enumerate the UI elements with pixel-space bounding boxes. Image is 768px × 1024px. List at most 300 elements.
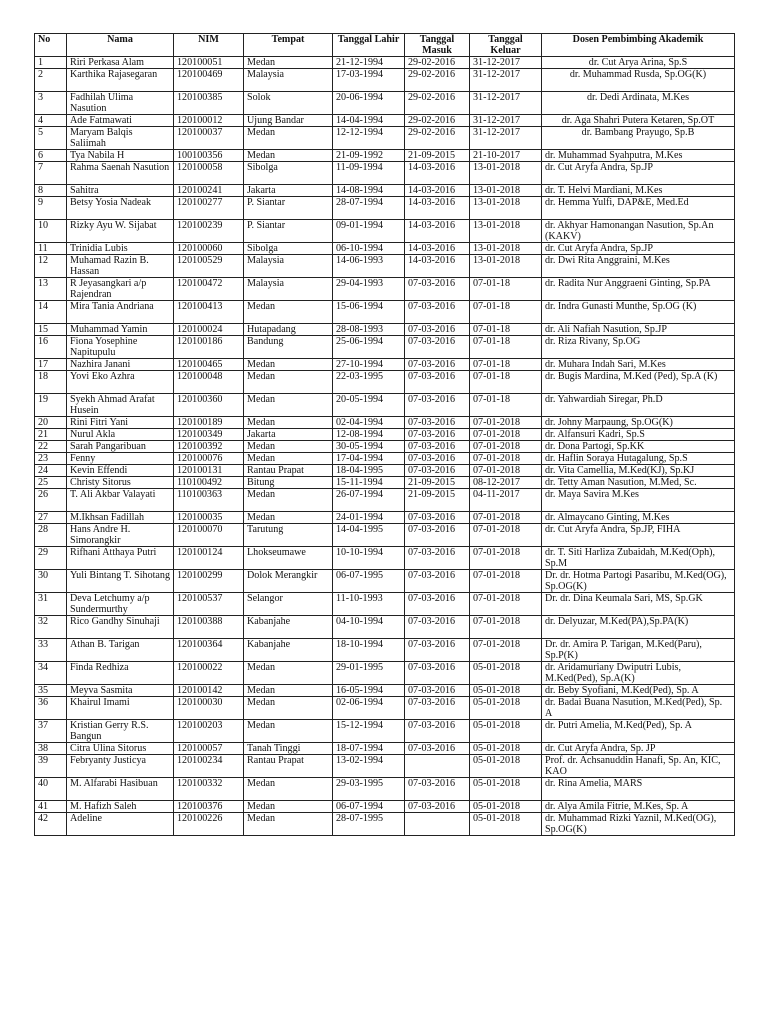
cell-tanggal-masuk: 14-03-2016 bbox=[405, 185, 470, 197]
cell-nama: Kevin Effendi bbox=[67, 465, 174, 477]
cell-tanggal-keluar: 07-01-2018 bbox=[470, 524, 542, 547]
cell-dosen: dr. Cut Arya Arina, Sp.S bbox=[542, 57, 735, 69]
cell-nim: 120100537 bbox=[174, 593, 244, 616]
cell-tempat: Medan bbox=[244, 441, 333, 453]
cell-dosen: dr. Bambang Prayugo, Sp.B bbox=[542, 127, 735, 150]
cell-tanggal-masuk: 29-02-2016 bbox=[405, 69, 470, 92]
cell-no: 17 bbox=[35, 359, 67, 371]
cell-nama: Athan B. Tarigan bbox=[67, 639, 174, 662]
cell-nim: 120100048 bbox=[174, 371, 244, 394]
cell-tanggal-masuk: 07-03-2016 bbox=[405, 465, 470, 477]
cell-nim: 120100469 bbox=[174, 69, 244, 92]
cell-nama: Yuli Bintang T. Sihotang bbox=[67, 570, 174, 593]
cell-tanggal-keluar: 31-12-2017 bbox=[470, 127, 542, 150]
cell-nama: Fenny bbox=[67, 453, 174, 465]
cell-tanggal-masuk: 07-03-2016 bbox=[405, 453, 470, 465]
cell-tempat: Medan bbox=[244, 813, 333, 836]
cell-dosen: dr. Cut Aryfa Andra, Sp. JP bbox=[542, 743, 735, 755]
cell-tanggal-lahir: 20-06-1994 bbox=[333, 92, 405, 115]
cell-nama: Nurul Akla bbox=[67, 429, 174, 441]
cell-nim: 120100131 bbox=[174, 465, 244, 477]
cell-tanggal-lahir: 14-04-1995 bbox=[333, 524, 405, 547]
cell-tanggal-keluar: 07-01-2018 bbox=[470, 570, 542, 593]
cell-tanggal-lahir: 20-05-1994 bbox=[333, 394, 405, 417]
cell-tempat: Medan bbox=[244, 489, 333, 512]
cell-no: 8 bbox=[35, 185, 67, 197]
cell-nim: 120100349 bbox=[174, 429, 244, 441]
table-row bbox=[35, 115, 735, 127]
cell-tanggal-masuk: 21-09-2015 bbox=[405, 489, 470, 512]
cell-tanggal-masuk: 07-03-2016 bbox=[405, 336, 470, 359]
table-row bbox=[35, 359, 735, 371]
table-row bbox=[35, 547, 735, 570]
cell-tanggal-lahir: 06-10-1994 bbox=[333, 243, 405, 255]
cell-no: 15 bbox=[35, 324, 67, 336]
cell-tempat: Medan bbox=[244, 512, 333, 524]
cell-tanggal-keluar: 13-01-2018 bbox=[470, 255, 542, 278]
cell-dosen: dr. Dona Partogi, Sp.KK bbox=[542, 441, 735, 453]
cell-tanggal-keluar: 13-01-2018 bbox=[470, 243, 542, 255]
cell-nim: 120100186 bbox=[174, 336, 244, 359]
cell-tempat: P. Siantar bbox=[244, 220, 333, 243]
cell-nim: 120100022 bbox=[174, 662, 244, 685]
cell-no: 13 bbox=[35, 278, 67, 301]
cell-tempat: Malaysia bbox=[244, 69, 333, 92]
cell-tempat: Medan bbox=[244, 685, 333, 697]
cell-tanggal-lahir: 22-03-1995 bbox=[333, 371, 405, 394]
cell-tanggal-keluar: 07-01-2018 bbox=[470, 639, 542, 662]
cell-nim: 120100392 bbox=[174, 441, 244, 453]
cell-no: 6 bbox=[35, 150, 67, 162]
cell-tanggal-masuk bbox=[405, 755, 470, 778]
cell-nama: Hans Andre H. Simorangkir bbox=[67, 524, 174, 547]
header-tanggal-masuk: Tanggal Masuk bbox=[405, 34, 470, 57]
cell-tanggal-lahir: 10-10-1994 bbox=[333, 547, 405, 570]
cell-nim: 120100385 bbox=[174, 92, 244, 115]
cell-dosen: dr. Cut Aryfa Andra, Sp.JP bbox=[542, 243, 735, 255]
cell-tanggal-keluar: 07-01-2018 bbox=[470, 417, 542, 429]
student-table bbox=[34, 33, 735, 836]
cell-tanggal-masuk: 07-03-2016 bbox=[405, 524, 470, 547]
cell-nama: Trinidia Lubis bbox=[67, 243, 174, 255]
cell-nama: Adeline bbox=[67, 813, 174, 836]
cell-tanggal-masuk bbox=[405, 813, 470, 836]
cell-dosen: dr. Badai Buana Nasution, M.Ked(Ped), Sp. A bbox=[542, 697, 735, 720]
cell-tanggal-lahir: 09-01-1994 bbox=[333, 220, 405, 243]
cell-no: 20 bbox=[35, 417, 67, 429]
cell-tanggal-masuk: 07-03-2016 bbox=[405, 743, 470, 755]
cell-nim: 120100124 bbox=[174, 547, 244, 570]
cell-tanggal-lahir: 15-11-1994 bbox=[333, 477, 405, 489]
cell-tanggal-keluar: 05-01-2018 bbox=[470, 813, 542, 836]
cell-tanggal-lahir: 14-08-1994 bbox=[333, 185, 405, 197]
cell-nim: 110100363 bbox=[174, 489, 244, 512]
cell-tanggal-keluar: 07-01-2018 bbox=[470, 547, 542, 570]
cell-tanggal-lahir: 13-02-1994 bbox=[333, 755, 405, 778]
cell-no: 29 bbox=[35, 547, 67, 570]
cell-tanggal-masuk: 07-03-2016 bbox=[405, 778, 470, 801]
cell-nim: 120100465 bbox=[174, 359, 244, 371]
cell-tempat: Jakarta bbox=[244, 429, 333, 441]
cell-tanggal-keluar: 07-01-2018 bbox=[470, 465, 542, 477]
cell-nama: Muhamad Razin B. Hassan bbox=[67, 255, 174, 278]
cell-tanggal-keluar: 07-01-18 bbox=[470, 301, 542, 324]
cell-tanggal-keluar: 07-01-18 bbox=[470, 394, 542, 417]
table-row bbox=[35, 570, 735, 593]
cell-nim: 120100035 bbox=[174, 512, 244, 524]
cell-no: 7 bbox=[35, 162, 67, 185]
cell-tempat: Medan bbox=[244, 720, 333, 743]
cell-dosen: dr. Putri Amelia, M.Ked(Ped), Sp. A bbox=[542, 720, 735, 743]
cell-tanggal-lahir: 18-04-1995 bbox=[333, 465, 405, 477]
cell-dosen: Prof. dr. Achsanuddin Hanafi, Sp. An, KIC, KAO bbox=[542, 755, 735, 778]
cell-tanggal-keluar: 04-11-2017 bbox=[470, 489, 542, 512]
cell-tanggal-lahir: 06-07-1995 bbox=[333, 570, 405, 593]
cell-no: 39 bbox=[35, 755, 67, 778]
cell-nama: Finda Redhiza bbox=[67, 662, 174, 685]
cell-dosen: dr. Muhammad Syahputra, M.Kes bbox=[542, 150, 735, 162]
cell-tanggal-keluar: 05-01-2018 bbox=[470, 720, 542, 743]
table-row bbox=[35, 720, 735, 743]
cell-tanggal-masuk: 14-03-2016 bbox=[405, 255, 470, 278]
table-row bbox=[35, 685, 735, 697]
cell-tempat: Sibolga bbox=[244, 162, 333, 185]
header-tanggal-keluar: Tanggal Keluar bbox=[470, 34, 542, 57]
cell-tanggal-masuk: 07-03-2016 bbox=[405, 324, 470, 336]
table-body bbox=[35, 57, 735, 836]
cell-dosen: dr. T. Siti Harliza Zubaidah, M.Ked(Oph), Sp.M bbox=[542, 547, 735, 570]
cell-tanggal-keluar: 07-01-18 bbox=[470, 278, 542, 301]
cell-nama: Rini Fitri Yani bbox=[67, 417, 174, 429]
cell-tempat: Rantau Prapat bbox=[244, 755, 333, 778]
cell-tanggal-keluar: 07-01-2018 bbox=[470, 441, 542, 453]
table-row bbox=[35, 743, 735, 755]
cell-dosen: dr. Johny Marpaung, Sp.OG(K) bbox=[542, 417, 735, 429]
table-row bbox=[35, 489, 735, 512]
cell-tanggal-keluar: 13-01-2018 bbox=[470, 185, 542, 197]
cell-no: 33 bbox=[35, 639, 67, 662]
cell-nama: Rahma Saenah Nasution bbox=[67, 162, 174, 185]
cell-tempat: P. Siantar bbox=[244, 197, 333, 220]
header-no: No bbox=[35, 34, 67, 57]
cell-nim: 120100076 bbox=[174, 453, 244, 465]
cell-tanggal-masuk: 07-03-2016 bbox=[405, 417, 470, 429]
cell-dosen: Dr. dr. Amira P. Tarigan, M.Ked(Paru), Sp.P(K) bbox=[542, 639, 735, 662]
cell-tempat: Rantau Prapat bbox=[244, 465, 333, 477]
cell-nim: 110100492 bbox=[174, 477, 244, 489]
cell-tempat: Kabanjahe bbox=[244, 639, 333, 662]
table-row bbox=[35, 512, 735, 524]
header-dosen: Dosen Pembimbing Akademik bbox=[542, 34, 735, 57]
cell-dosen: dr. Radita Nur Anggraeni Ginting, Sp.PA bbox=[542, 278, 735, 301]
cell-tanggal-lahir: 15-06-1994 bbox=[333, 301, 405, 324]
cell-nama: Fiona Yosephine Napitupulu bbox=[67, 336, 174, 359]
cell-no: 42 bbox=[35, 813, 67, 836]
cell-nama: Rico Gandhy Sinuhaji bbox=[67, 616, 174, 639]
cell-tanggal-masuk: 07-03-2016 bbox=[405, 278, 470, 301]
cell-dosen: dr. Muhara Indah Sari, M.Kes bbox=[542, 359, 735, 371]
cell-tanggal-masuk: 21-09-2015 bbox=[405, 477, 470, 489]
cell-tanggal-masuk: 07-03-2016 bbox=[405, 429, 470, 441]
cell-tanggal-keluar: 07-01-18 bbox=[470, 336, 542, 359]
table-row bbox=[35, 371, 735, 394]
cell-dosen: dr. Cut Aryfa Andra, Sp.JP bbox=[542, 162, 735, 185]
cell-dosen: dr. Ali Nafiah Nasution, Sp.JP bbox=[542, 324, 735, 336]
cell-tanggal-lahir: 12-08-1994 bbox=[333, 429, 405, 441]
cell-tanggal-keluar: 08-12-2017 bbox=[470, 477, 542, 489]
cell-tanggal-masuk: 07-03-2016 bbox=[405, 371, 470, 394]
cell-tanggal-lahir: 14-04-1994 bbox=[333, 115, 405, 127]
cell-no: 23 bbox=[35, 453, 67, 465]
cell-no: 41 bbox=[35, 801, 67, 813]
cell-tanggal-lahir: 12-12-1994 bbox=[333, 127, 405, 150]
cell-tanggal-keluar: 31-12-2017 bbox=[470, 115, 542, 127]
cell-nama: Fadhilah Ulima Nasution bbox=[67, 92, 174, 115]
cell-nama: Sarah Pangaribuan bbox=[67, 441, 174, 453]
cell-tanggal-lahir: 28-08-1993 bbox=[333, 324, 405, 336]
cell-nim: 120100024 bbox=[174, 324, 244, 336]
cell-tempat: Medan bbox=[244, 371, 333, 394]
cell-tempat: Medan bbox=[244, 697, 333, 720]
cell-nim: 120100332 bbox=[174, 778, 244, 801]
cell-no: 10 bbox=[35, 220, 67, 243]
cell-tanggal-keluar: 05-01-2018 bbox=[470, 662, 542, 685]
table-row bbox=[35, 616, 735, 639]
cell-tanggal-lahir: 02-06-1994 bbox=[333, 697, 405, 720]
cell-tanggal-masuk: 07-03-2016 bbox=[405, 512, 470, 524]
cell-tanggal-lahir: 02-04-1994 bbox=[333, 417, 405, 429]
header-nim: NIM bbox=[174, 34, 244, 57]
cell-tempat: Solok bbox=[244, 92, 333, 115]
cell-tanggal-lahir: 06-07-1994 bbox=[333, 801, 405, 813]
cell-nim: 120100012 bbox=[174, 115, 244, 127]
cell-tempat: Dolok Merangkir bbox=[244, 570, 333, 593]
cell-no: 1 bbox=[35, 57, 67, 69]
cell-tempat: Medan bbox=[244, 662, 333, 685]
cell-nim: 120100203 bbox=[174, 720, 244, 743]
cell-tanggal-lahir: 29-04-1993 bbox=[333, 278, 405, 301]
cell-nama: Karthika Rajasegaran bbox=[67, 69, 174, 92]
table-row bbox=[35, 593, 735, 616]
cell-dosen: Dr. dr. Hotma Partogi Pasaribu, M.Ked(OG), Sp.OG(K) bbox=[542, 570, 735, 593]
cell-no: 3 bbox=[35, 92, 67, 115]
cell-tanggal-masuk: 07-03-2016 bbox=[405, 547, 470, 570]
cell-tanggal-masuk: 29-02-2016 bbox=[405, 127, 470, 150]
header-tanggal-lahir: Tanggal Lahir bbox=[333, 34, 405, 57]
cell-tanggal-masuk: 14-03-2016 bbox=[405, 197, 470, 220]
cell-nim: 120100030 bbox=[174, 697, 244, 720]
cell-nim: 120100277 bbox=[174, 197, 244, 220]
cell-no: 2 bbox=[35, 69, 67, 92]
cell-tanggal-lahir: 28-07-1994 bbox=[333, 197, 405, 220]
table-row bbox=[35, 639, 735, 662]
cell-tanggal-lahir: 29-01-1995 bbox=[333, 662, 405, 685]
cell-tanggal-lahir: 18-10-1994 bbox=[333, 639, 405, 662]
table-row bbox=[35, 243, 735, 255]
cell-no: 38 bbox=[35, 743, 67, 755]
cell-tanggal-keluar: 31-12-2017 bbox=[470, 69, 542, 92]
cell-tanggal-keluar: 07-01-2018 bbox=[470, 512, 542, 524]
student-table-page bbox=[34, 33, 734, 836]
cell-nim: 120100299 bbox=[174, 570, 244, 593]
cell-no: 34 bbox=[35, 662, 67, 685]
cell-tanggal-masuk: 14-03-2016 bbox=[405, 162, 470, 185]
cell-tanggal-masuk: 07-03-2016 bbox=[405, 697, 470, 720]
cell-no: 21 bbox=[35, 429, 67, 441]
cell-tanggal-masuk: 07-03-2016 bbox=[405, 441, 470, 453]
cell-tempat: Lhokseumawe bbox=[244, 547, 333, 570]
cell-no: 4 bbox=[35, 115, 67, 127]
cell-dosen: dr. Bugis Mardina, M.Ked (Ped), Sp.A (K) bbox=[542, 371, 735, 394]
cell-tempat: Tanah Tinggi bbox=[244, 743, 333, 755]
cell-nim: 120100364 bbox=[174, 639, 244, 662]
cell-no: 22 bbox=[35, 441, 67, 453]
table-row bbox=[35, 57, 735, 69]
cell-dosen: dr. Beby Syofiani, M.Ked(Ped), Sp. A bbox=[542, 685, 735, 697]
cell-no: 35 bbox=[35, 685, 67, 697]
cell-tanggal-lahir: 04-10-1994 bbox=[333, 616, 405, 639]
cell-tanggal-keluar: 21-10-2017 bbox=[470, 150, 542, 162]
cell-nama: M.Ikhsan Fadillah bbox=[67, 512, 174, 524]
table-row bbox=[35, 220, 735, 243]
cell-tanggal-masuk: 07-03-2016 bbox=[405, 639, 470, 662]
cell-tanggal-keluar: 05-01-2018 bbox=[470, 778, 542, 801]
cell-tanggal-lahir: 21-12-1994 bbox=[333, 57, 405, 69]
cell-dosen: dr. Hemma Yulfi, DAP&E, Med.Ed bbox=[542, 197, 735, 220]
cell-nim: 120100057 bbox=[174, 743, 244, 755]
cell-nama: Nazhira Janani bbox=[67, 359, 174, 371]
cell-dosen: dr. Dedi Ardinata, M.Kes bbox=[542, 92, 735, 115]
cell-dosen: dr. T. Helvi Mardiani, M.Kes bbox=[542, 185, 735, 197]
cell-nama: Riri Perkasa Alam bbox=[67, 57, 174, 69]
cell-tempat: Ujung Bandar bbox=[244, 115, 333, 127]
cell-tempat: Medan bbox=[244, 394, 333, 417]
cell-tanggal-masuk: 29-02-2016 bbox=[405, 115, 470, 127]
cell-tanggal-masuk: 07-03-2016 bbox=[405, 359, 470, 371]
cell-nama: R Jeyasangkari a/p Rajendran bbox=[67, 278, 174, 301]
cell-no: 26 bbox=[35, 489, 67, 512]
cell-tanggal-keluar: 05-01-2018 bbox=[470, 801, 542, 813]
cell-no: 9 bbox=[35, 197, 67, 220]
cell-no: 16 bbox=[35, 336, 67, 359]
table-row bbox=[35, 465, 735, 477]
cell-tempat: Jakarta bbox=[244, 185, 333, 197]
cell-tanggal-keluar: 05-01-2018 bbox=[470, 755, 542, 778]
cell-dosen: dr. Maya Savira M.Kes bbox=[542, 489, 735, 512]
cell-nama: T. Ali Akbar Valayati bbox=[67, 489, 174, 512]
table-row bbox=[35, 453, 735, 465]
cell-no: 30 bbox=[35, 570, 67, 593]
table-row bbox=[35, 185, 735, 197]
cell-tanggal-keluar: 05-01-2018 bbox=[470, 685, 542, 697]
cell-tempat: Bitung bbox=[244, 477, 333, 489]
cell-tempat: Medan bbox=[244, 57, 333, 69]
cell-tanggal-masuk: 29-02-2016 bbox=[405, 57, 470, 69]
table-row bbox=[35, 150, 735, 162]
cell-tempat: Medan bbox=[244, 127, 333, 150]
cell-nim: 120100529 bbox=[174, 255, 244, 278]
cell-nim: 120100241 bbox=[174, 185, 244, 197]
cell-nama: Rizky Ayu W. Sijabat bbox=[67, 220, 174, 243]
cell-nama: Meyva Sasmita bbox=[67, 685, 174, 697]
cell-dosen: Dr. dr. Dina Keumala Sari, MS, Sp.GK bbox=[542, 593, 735, 616]
cell-tanggal-lahir: 14-06-1993 bbox=[333, 255, 405, 278]
cell-tanggal-masuk: 07-03-2016 bbox=[405, 570, 470, 593]
cell-tanggal-masuk: 07-03-2016 bbox=[405, 593, 470, 616]
cell-tanggal-keluar: 13-01-2018 bbox=[470, 162, 542, 185]
cell-dosen: dr. Akhyar Hamonangan Nasution, Sp.An (KAKV) bbox=[542, 220, 735, 243]
cell-tempat: Hutapadang bbox=[244, 324, 333, 336]
cell-tanggal-lahir: 24-01-1994 bbox=[333, 512, 405, 524]
cell-nama: Yovi Eko Azhra bbox=[67, 371, 174, 394]
table-row bbox=[35, 162, 735, 185]
cell-dosen: dr. Aga Shahri Putera Ketaren, Sp.OT bbox=[542, 115, 735, 127]
cell-tempat: Malaysia bbox=[244, 278, 333, 301]
cell-tempat: Medan bbox=[244, 778, 333, 801]
cell-dosen: dr. Indra Gunasti Munthe, Sp.OG (K) bbox=[542, 301, 735, 324]
cell-no: 40 bbox=[35, 778, 67, 801]
cell-tanggal-lahir: 30-05-1994 bbox=[333, 441, 405, 453]
cell-nama: Christy Sitorus bbox=[67, 477, 174, 489]
cell-tanggal-keluar: 07-01-18 bbox=[470, 359, 542, 371]
cell-no: 31 bbox=[35, 593, 67, 616]
cell-no: 11 bbox=[35, 243, 67, 255]
cell-tanggal-keluar: 31-12-2017 bbox=[470, 92, 542, 115]
cell-nama: Ade Fatmawati bbox=[67, 115, 174, 127]
cell-tanggal-keluar: 07-01-2018 bbox=[470, 453, 542, 465]
cell-tanggal-masuk: 07-03-2016 bbox=[405, 301, 470, 324]
cell-tanggal-masuk: 07-03-2016 bbox=[405, 685, 470, 697]
cell-tempat: Medan bbox=[244, 301, 333, 324]
cell-no: 25 bbox=[35, 477, 67, 489]
cell-nama: Deva Letchumy a/p Sundermurthy bbox=[67, 593, 174, 616]
cell-tanggal-lahir: 25-06-1994 bbox=[333, 336, 405, 359]
table-row bbox=[35, 813, 735, 836]
table-row bbox=[35, 477, 735, 489]
cell-tanggal-keluar: 07-01-18 bbox=[470, 371, 542, 394]
cell-nama: Febryanty Justicya bbox=[67, 755, 174, 778]
cell-nim: 120100142 bbox=[174, 685, 244, 697]
cell-tanggal-lahir: 21-09-1992 bbox=[333, 150, 405, 162]
cell-no: 27 bbox=[35, 512, 67, 524]
cell-nim: 120100058 bbox=[174, 162, 244, 185]
cell-tempat: Selangor bbox=[244, 593, 333, 616]
cell-tempat: Tarutung bbox=[244, 524, 333, 547]
cell-nama: M. Alfarabi Hasibuan bbox=[67, 778, 174, 801]
table-row bbox=[35, 778, 735, 801]
cell-dosen: dr. Haflin Soraya Hutagalung, Sp.S bbox=[542, 453, 735, 465]
table-row bbox=[35, 336, 735, 359]
cell-nim: 120100234 bbox=[174, 755, 244, 778]
cell-tanggal-lahir: 11-10-1993 bbox=[333, 593, 405, 616]
cell-no: 32 bbox=[35, 616, 67, 639]
cell-tanggal-lahir: 26-07-1994 bbox=[333, 489, 405, 512]
cell-tempat: Medan bbox=[244, 150, 333, 162]
cell-nim: 120100060 bbox=[174, 243, 244, 255]
cell-tanggal-keluar: 31-12-2017 bbox=[470, 57, 542, 69]
cell-nim: 120100472 bbox=[174, 278, 244, 301]
cell-tanggal-lahir: 17-04-1994 bbox=[333, 453, 405, 465]
cell-nama: M. Hafizh Saleh bbox=[67, 801, 174, 813]
cell-nama: Betsy Yosia Nadeak bbox=[67, 197, 174, 220]
header-nama: Nama bbox=[67, 34, 174, 57]
cell-nim: 120100376 bbox=[174, 801, 244, 813]
cell-tanggal-keluar: 05-01-2018 bbox=[470, 697, 542, 720]
cell-tanggal-keluar: 07-01-18 bbox=[470, 324, 542, 336]
table-row bbox=[35, 394, 735, 417]
table-row bbox=[35, 417, 735, 429]
cell-nim: 120100360 bbox=[174, 394, 244, 417]
